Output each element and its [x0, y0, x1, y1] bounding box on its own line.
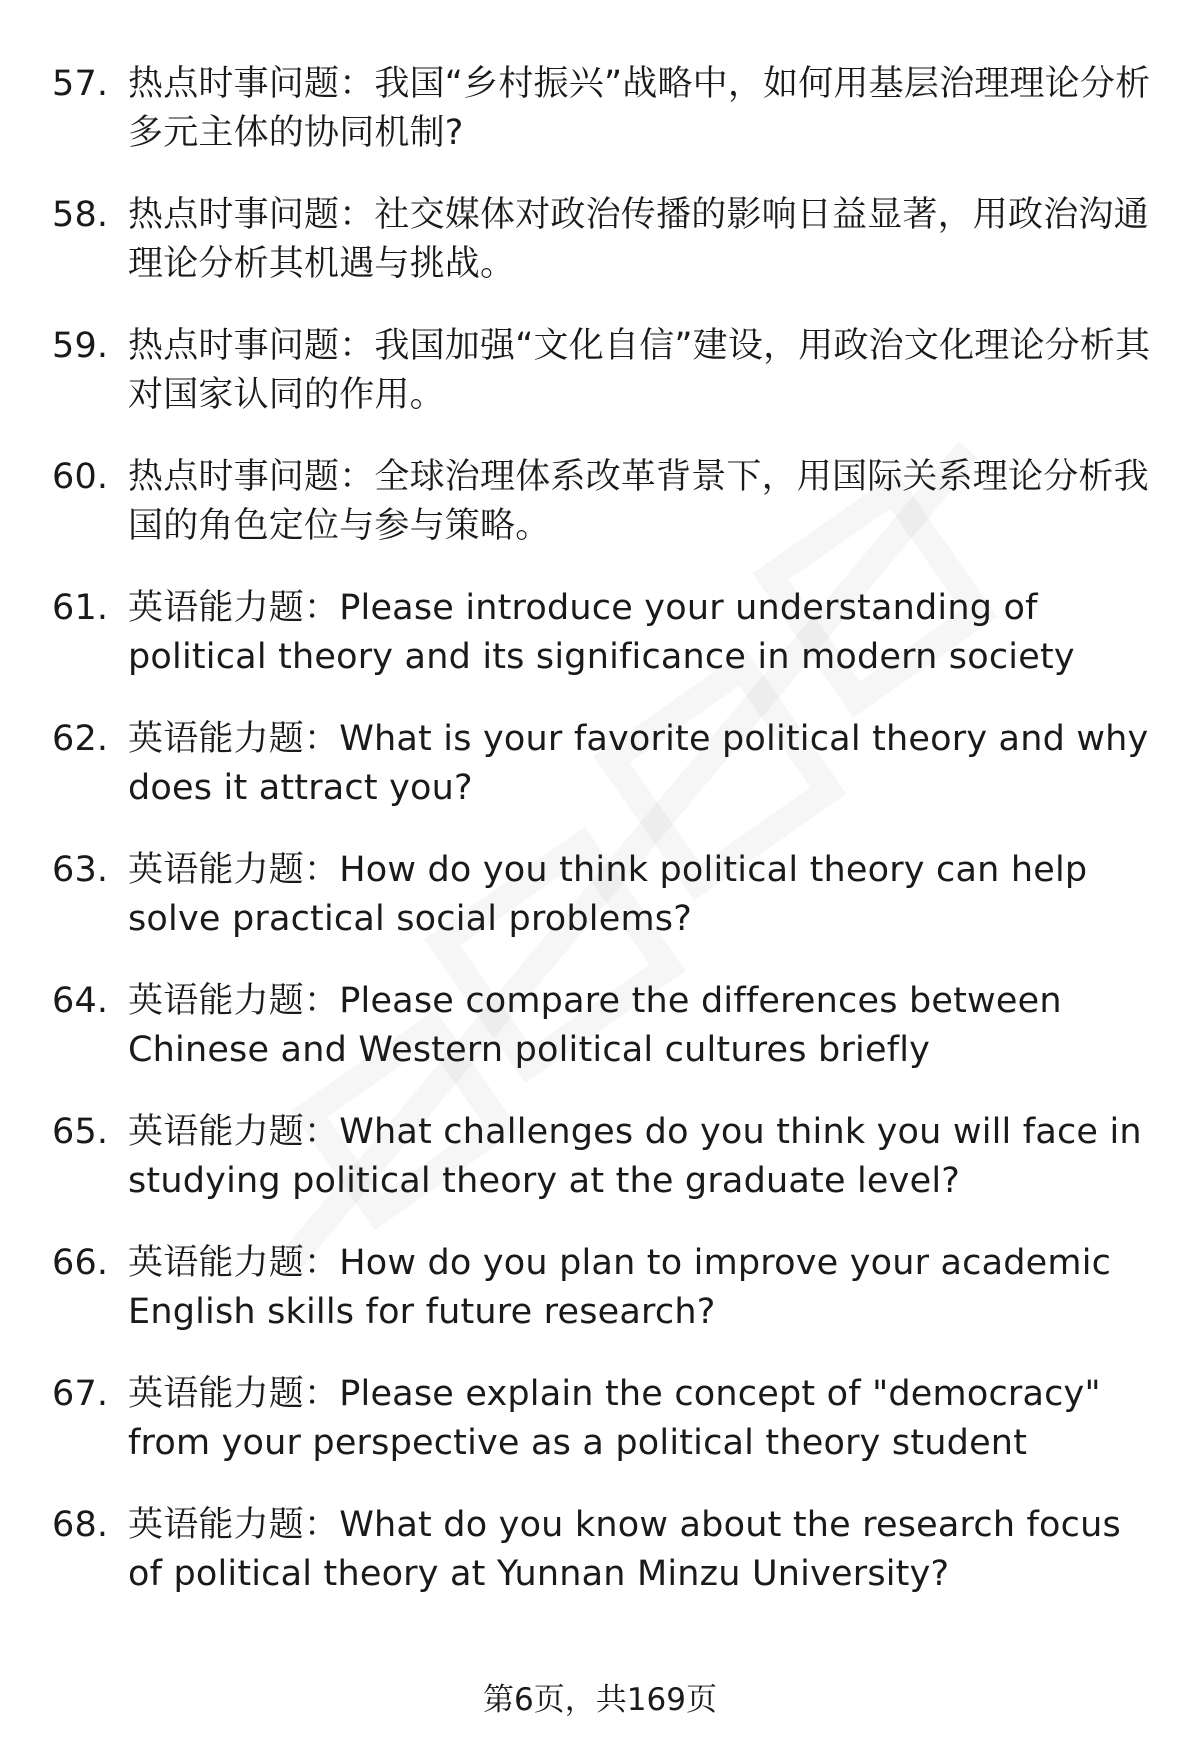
question-item — [52, 1370, 1162, 1468]
question-body: 我国“乡村振兴”战略中，如何用基层治理理论分析多元主体的协同机制? — [128, 64, 1151, 153]
question-text — [128, 191, 1162, 289]
question-body: 社交媒体对政治传播的影响日益显著，用政治沟通理论分析其机遇与挑战。 — [128, 195, 1149, 284]
question-body: What is your favorite political theory and why does it attract you? — [128, 719, 1149, 808]
question-category: 英语能力题 — [128, 588, 305, 628]
question-category: 英语能力题 — [128, 1505, 305, 1545]
question-item — [52, 1108, 1162, 1206]
question-body: What do you know about the research focus of political theory at Yunnan Minzu University? — [128, 1505, 1121, 1594]
question-number: 58. — [52, 195, 109, 235]
question-separator: ： — [304, 1374, 340, 1414]
question-number: 65. — [52, 1112, 109, 1152]
question-category: 英语能力题 — [128, 981, 305, 1021]
question-item — [52, 715, 1162, 813]
question-text — [128, 1370, 1162, 1468]
question-separator: ： — [304, 1112, 340, 1152]
question-separator: ： — [339, 195, 375, 235]
question-text — [128, 977, 1162, 1075]
question-body: How do you think political theory can help solve practical social problems? — [128, 850, 1088, 939]
question-number: 59. — [52, 326, 109, 366]
question-text — [128, 1501, 1162, 1599]
question-category: 英语能力题 — [128, 1374, 305, 1414]
question-separator: ： — [304, 850, 340, 890]
question-body: What challenges do you think you will face in studying political theory at the graduate level? — [128, 1112, 1142, 1201]
question-separator: ： — [304, 588, 340, 628]
question-list — [52, 60, 1162, 1632]
question-item — [52, 60, 1162, 158]
question-category: 英语能力题 — [128, 719, 305, 759]
question-item — [52, 977, 1162, 1075]
question-category: 英语能力题 — [128, 1243, 305, 1283]
question-body: 全球治理体系改革背景下，用国际关系理论分析我国的角色定位与参与策略。 — [128, 457, 1149, 546]
question-category: 英语能力题 — [128, 1112, 305, 1152]
question-number: 61. — [52, 588, 109, 628]
question-text — [128, 715, 1162, 813]
question-separator: ： — [339, 457, 375, 497]
question-body: Please introduce your understanding of political theory and its significance in modern society — [128, 588, 1075, 677]
question-text — [128, 322, 1162, 420]
question-separator: ： — [304, 1243, 340, 1283]
question-item — [52, 1501, 1162, 1599]
question-category: 英语能力题 — [128, 850, 305, 890]
question-number: 62. — [52, 719, 109, 759]
question-item — [52, 846, 1162, 944]
question-item — [52, 1239, 1162, 1337]
question-separator: ： — [304, 1505, 340, 1545]
question-number: 64. — [52, 981, 109, 1021]
question-item — [52, 191, 1162, 289]
question-text — [128, 1108, 1162, 1206]
question-item — [52, 322, 1162, 420]
question-text — [128, 584, 1162, 682]
question-separator: ： — [339, 326, 375, 366]
question-text — [128, 846, 1162, 944]
question-number: 60. — [52, 457, 109, 497]
question-category: 热点时事问题 — [128, 195, 340, 235]
question-body: How do you plan to improve your academic English skills for future research? — [128, 1243, 1112, 1332]
question-item — [52, 453, 1162, 551]
question-separator: ： — [304, 719, 340, 759]
question-text — [128, 60, 1162, 158]
question-item — [52, 584, 1162, 682]
question-number: 57. — [52, 64, 109, 104]
question-number: 67. — [52, 1374, 109, 1414]
question-category: 热点时事问题 — [128, 326, 340, 366]
question-number: 68. — [52, 1505, 109, 1545]
question-text — [128, 453, 1162, 551]
question-category: 热点时事问题 — [128, 64, 340, 104]
question-separator: ： — [339, 64, 375, 104]
question-text — [128, 1239, 1162, 1337]
question-number: 63. — [52, 850, 109, 890]
question-body: 我国加强“文化自信”建设，用政治文化理论分析其对国家认同的作用。 — [128, 326, 1151, 415]
question-body: Please compare the differences between Chinese and Western political cultures briefly — [128, 981, 1062, 1070]
question-category: 热点时事问题 — [128, 457, 340, 497]
question-number: 66. — [52, 1243, 109, 1283]
question-separator: ： — [304, 981, 340, 1021]
page-footer: 第6页，共169页 — [483, 1682, 717, 1718]
question-body: Please explain the concept of "democracy" from your perspective as a political theory student — [128, 1374, 1101, 1463]
